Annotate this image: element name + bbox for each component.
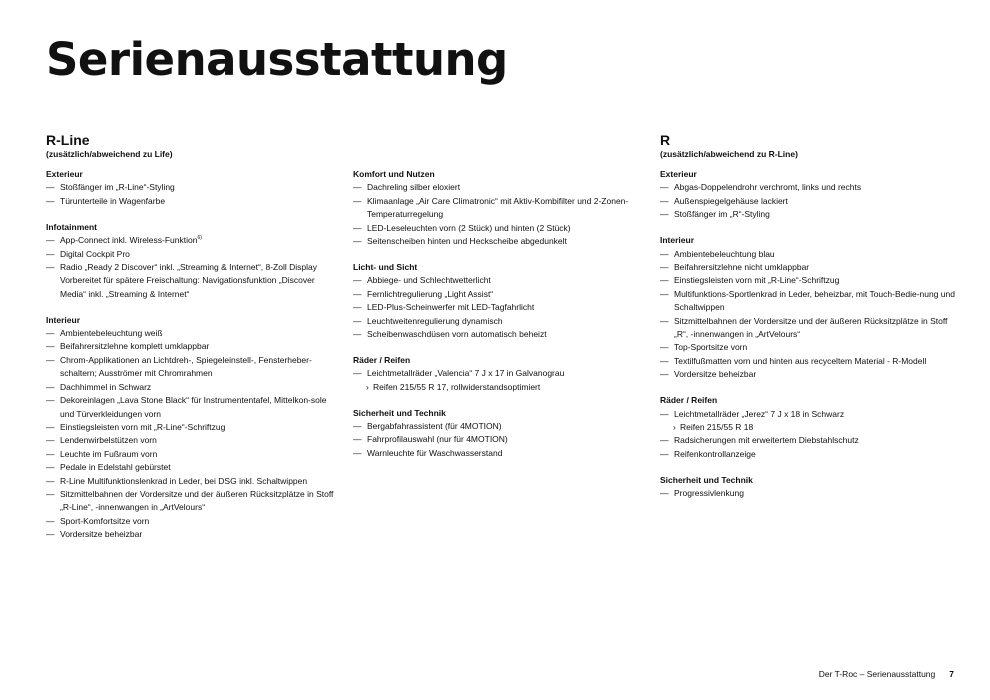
section-title: Komfort und Nutzen xyxy=(353,169,435,179)
r-title: R xyxy=(660,132,671,148)
rline-continued-column xyxy=(353,168,638,473)
feature-list xyxy=(353,181,638,248)
list-item-text: App-Connect inkl. Wireless-Funktion xyxy=(60,235,198,246)
list-item: — Chrom-Applikationen an Lichtdreh-, Spiegeleinstell-, Fensterheber-schaltern; Ausströmer mit Chromrahmen xyxy=(46,354,336,381)
rline-column xyxy=(46,132,336,554)
feature-list xyxy=(46,327,336,542)
section-title: Licht- und Sicht xyxy=(353,261,418,272)
rline-subtitle: (zusätzlich/abweichend zu Life) xyxy=(46,149,173,159)
list-item xyxy=(46,234,336,247)
list-item: — Pedale in Edelstahl gebürstet xyxy=(46,461,336,474)
section-title: Sicherheit und Technik xyxy=(353,407,446,418)
list-item: — Stoßfänger im „R“-Styling xyxy=(660,208,960,221)
list-item: — Fahrprofilauswahl (nur für 4MOTION) xyxy=(353,433,638,446)
list-item: — Leuchte im Fußraum vorn xyxy=(46,448,336,461)
list-item: — Sitzmittelbahnen der Vordersitze und der äußeren Rücksitzplätze in Stoff „R“, -innenwangen in „ArtVelours“ xyxy=(660,315,960,342)
list-item: — Beifahrersitzlehne komplett umklappbar xyxy=(46,340,336,353)
list-item: — Ambientebeleuchtung weiß xyxy=(46,327,336,340)
footnote-marker: 6) xyxy=(197,235,202,242)
list-item: — Warnleuchte für Waschwasserstand xyxy=(353,447,638,460)
list-item: — Lendenwirbelstützen vorn xyxy=(46,434,336,447)
list-item: — Textilfußmatten vorn und hinten aus recyceltem Material - R-Modell xyxy=(660,355,960,368)
list-item: — Klimaanlage „Air Care Climatronic“ mit Aktiv-Kombifilter und 2-Zonen-Temperaturregelung xyxy=(353,195,638,222)
feature-list xyxy=(660,181,960,221)
rline-title: R-Line xyxy=(46,132,90,148)
list-item: — Dachhimmel in Schwarz xyxy=(46,381,336,394)
list-item: — Leichtmetallräder „Valencia“ 7 J x 17 in Galvanograu xyxy=(353,367,638,380)
section-title: Interieur xyxy=(46,314,81,325)
section-title: Exterieur xyxy=(46,169,83,179)
list-item: — Dekoreinlagen „Lava Stone Black“ für Instrumententafel, Mittelkon-sole und Türverkleidungen vorn xyxy=(46,394,336,421)
page-title: Serienausstattung xyxy=(46,33,508,86)
list-item: — Seitenscheiben hinten und Heckscheibe abgedunkelt xyxy=(353,235,638,248)
feature-list xyxy=(660,408,960,462)
feature-list xyxy=(660,487,960,500)
feature-list xyxy=(353,420,638,460)
feature-list xyxy=(353,367,638,394)
rline-raeder-section xyxy=(353,354,638,394)
list-item: — LED-Leseleuchten vorn (2 Stück) und hinten (2 Stück) xyxy=(353,222,638,235)
rline-interieur-section xyxy=(46,314,336,542)
list-item: — Einstiegsleisten vorn mit „R-Line“-Schriftzug xyxy=(46,421,336,434)
feature-list xyxy=(46,181,336,208)
r-subtitle: (zusätzlich/abweichend zu R-Line) xyxy=(660,149,798,159)
rline-komfort-section xyxy=(353,168,638,248)
list-item: — Vordersitze beheizbar xyxy=(46,528,336,541)
list-item: — Scheibenwaschdüsen vorn automatisch beheizt xyxy=(353,328,638,341)
r-column xyxy=(660,132,960,513)
section-title: Sicherheit und Technik xyxy=(660,474,753,485)
page-number: 7 xyxy=(949,669,954,679)
list-item: — Türunterteile in Wagenfarbe xyxy=(46,195,336,208)
list-item: — Abgas-Doppelendrohr verchromt, links und rechts xyxy=(660,181,960,194)
list-item: — Reifenkontrollanzeige xyxy=(660,448,960,461)
list-item: — Sport-Komfortsitze vorn xyxy=(46,515,336,528)
list-item: — Außenspiegelgehäuse lackiert xyxy=(660,195,960,208)
rline-licht-section xyxy=(353,261,638,341)
list-subitem: › Reifen 215/55 R 17, rollwiderstandsoptimiert xyxy=(353,381,638,394)
list-item: — Ambientebeleuchtung blau xyxy=(660,248,960,261)
r-sicherheit-section xyxy=(660,474,960,501)
rline-exterieur-section xyxy=(46,168,336,208)
list-item: — Vordersitze beheizbar xyxy=(660,368,960,381)
r-interieur-section xyxy=(660,234,960,381)
list-item: — LED-Plus-Scheinwerfer mit LED-Tagfahrlicht xyxy=(353,301,638,314)
list-item: — Stoßfänger im „R-Line“-Styling xyxy=(46,181,336,194)
section-title: Exterieur xyxy=(660,169,697,179)
list-item: — Multifunktions-Sportlenkrad in Leder, beheizbar, mit Touch-Bedie-nung und Schaltwippen xyxy=(660,288,960,315)
list-item: — Digital Cockpit Pro xyxy=(46,248,336,261)
page-footer xyxy=(819,668,954,680)
list-item: — Beifahrersitzlehne nicht umklappbar xyxy=(660,261,960,274)
list-item: — Dachreling silber eloxiert xyxy=(353,181,638,194)
list-item: — Bergabfahrassistent (für 4MOTION) xyxy=(353,420,638,433)
feature-list xyxy=(353,274,638,341)
list-item: — Radsicherungen mit erweitertem Diebstahlschutz xyxy=(660,434,960,447)
r-raeder-section xyxy=(660,394,960,461)
list-item: — Top-Sportsitze vorn xyxy=(660,341,960,354)
feature-list xyxy=(46,234,336,301)
list-item: — R-Line Multifunktionslenkrad in Leder, bei DSG inkl. Schaltwippen xyxy=(46,475,336,488)
r-exterieur-section xyxy=(660,168,960,222)
list-item: — Leichtmetallräder „Jerez“ 7 J x 18 in Schwarz xyxy=(660,408,960,421)
section-title: Infotainment xyxy=(46,221,97,232)
list-item: — Sitzmittelbahnen der Vordersitze und der äußeren Rücksitzplätze in Stoff „R-Line“, -innenwangen in „ArtVelours“ xyxy=(46,488,336,515)
list-item: — Leuchtweitenregulierung dynamisch xyxy=(353,315,638,328)
feature-list xyxy=(660,248,960,382)
section-title: Räder / Reifen xyxy=(660,395,718,406)
section-title: Interieur xyxy=(660,235,695,246)
list-item: — Einstiegsleisten vorn mit „R-Line“-Schriftzug xyxy=(660,274,960,287)
list-subitem: › Reifen 215/55 R 18 xyxy=(660,421,960,434)
list-item: — Progressivlenkung xyxy=(660,487,960,500)
list-item: — Fernlichtregulierung „Light Assist“ xyxy=(353,288,638,301)
rline-infotainment-section xyxy=(46,221,336,301)
list-item: — Abbiege- und Schlechtwetterlicht xyxy=(353,274,638,287)
list-item: — Radio „Ready 2 Discover“ inkl. „Streaming & Internet“, 8-Zoll Display Vorbereitet für spätere Freischaltung: Navigationsfunktion „Discover Media“ inkl. „Streaming & Internet“ xyxy=(46,261,336,301)
footer-text: Der T-Roc – Serienausstattung xyxy=(818,669,936,679)
rline-sicherheit-section xyxy=(353,407,638,461)
section-title: Räder / Reifen xyxy=(353,354,411,365)
